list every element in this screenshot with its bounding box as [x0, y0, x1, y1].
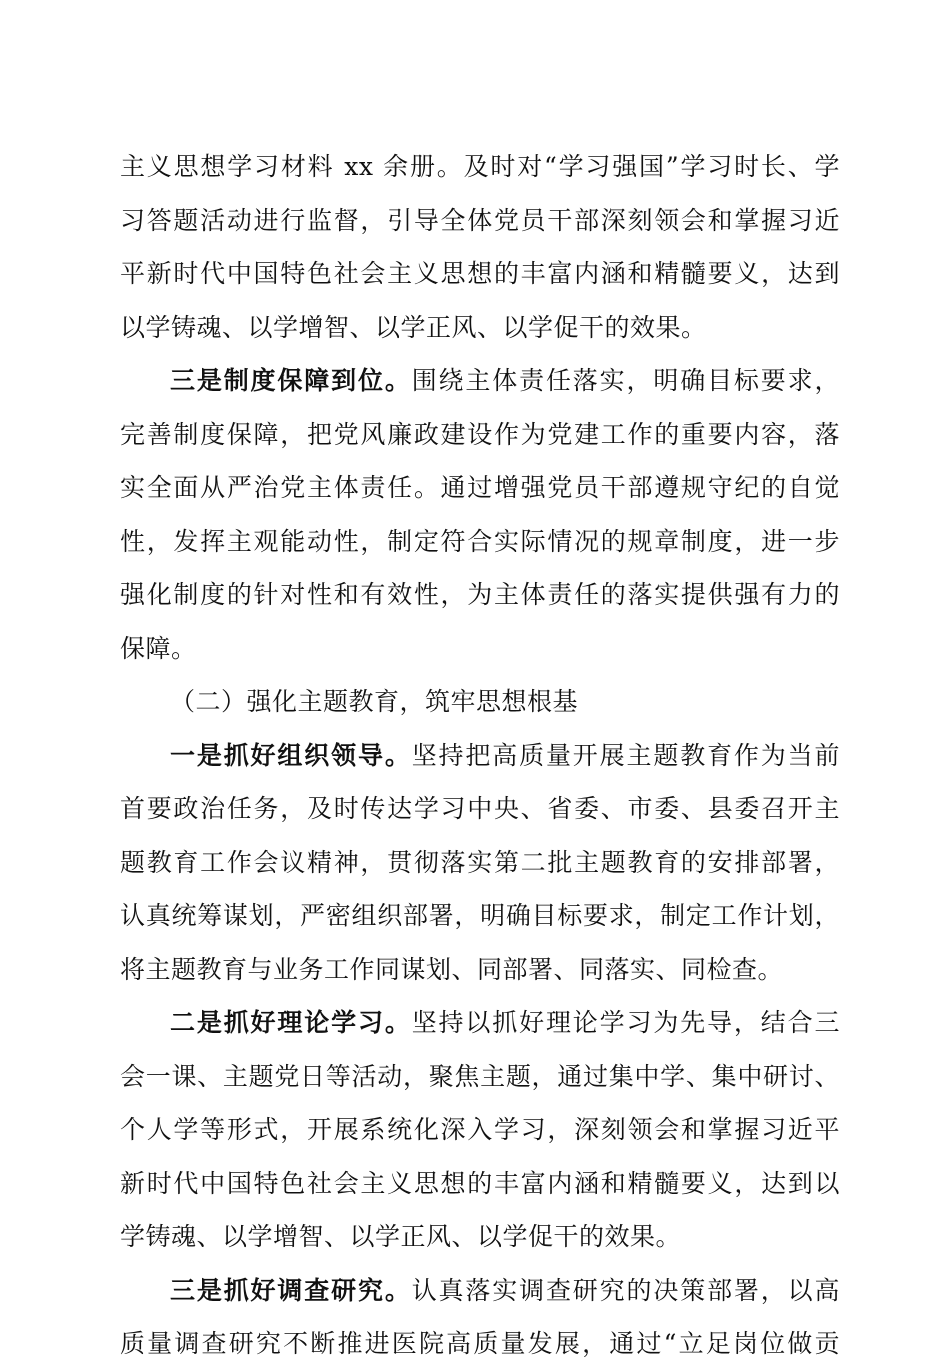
paragraph-study-materials [120, 140, 840, 354]
paragraph-text: 认真落实调查研究的决策部署，以高 [411, 1275, 840, 1305]
text-line: 个人学等形式，开展系统化深入学习，深刻领会和掌握习近平 [120, 1115, 840, 1144]
paragraph-institutional-guarantee [120, 354, 840, 675]
text-line [120, 996, 840, 1050]
text-line: 主义思想学习材料 xx 余册。及时对“学习强国”学习时长、学 [120, 152, 840, 181]
text-line: 平新时代中国特色社会主义思想的丰富内涵和精髓要义，达到 [120, 259, 840, 288]
paragraph-organizational-leadership [120, 729, 840, 997]
text-line [120, 729, 840, 783]
paragraph-lead: 一是抓好组织领导。 [170, 740, 412, 770]
paragraph-text: 坚持以抓好理论学习为先导，结合三 [411, 1008, 840, 1037]
text-line: 新时代中国特色社会主义思想的丰富内涵和精髓要义，达到以 [120, 1168, 840, 1198]
text-line: 完善制度保障，把党风廉政建设作为党建工作的重要内容，落 [120, 419, 840, 449]
text-line: 习答题活动进行监督，引导全体党员干部深刻领会和掌握习近 [120, 205, 840, 235]
text-line: 以学铸魂、以学增智、以学正风、以学促干的效果。 [120, 312, 707, 342]
text-line: 学铸魂、以学增智、以学正风、以学促干的效果。 [120, 1222, 682, 1251]
text-line [120, 354, 840, 408]
paragraph-investigation-research [120, 1264, 840, 1371]
paragraph-text: 坚持把高质量开展主题教育作为当前 [411, 740, 840, 770]
text-line: 实全面从严治党主体责任。通过增强党员干部遵规守纪的自觉 [120, 473, 840, 502]
paragraph-lead: 三是抓好调查研究。 [170, 1275, 412, 1305]
section-heading: （二）强化主题教育，筑牢思想根基 [170, 687, 579, 716]
text-line: 将主题教育与业务工作同谋划、同部署、同落实、同检查。 [120, 954, 784, 984]
document-page [120, 140, 840, 1371]
text-line [120, 1264, 840, 1318]
text-line: 质量调查研究不断推进医院高质量发展，通过“立足岗位做贡 [120, 1329, 840, 1358]
paragraph-text: 围绕主体责任落实，明确目标要求， [411, 366, 840, 395]
text-line: 保障。 [120, 633, 197, 663]
text-line: 认真统筹谋划，严密组织部署，明确目标要求，制定工作计划， [120, 901, 840, 930]
text-line: 强化制度的针对性和有效性，为主体责任的落实提供强有力的 [120, 580, 840, 609]
paragraph-lead: 二是抓好理论学习。 [170, 1008, 412, 1037]
text-line: 会一课、主题党日等活动，聚焦主题，通过集中学、集中研讨、 [120, 1061, 840, 1091]
paragraph-theory-study [120, 996, 840, 1264]
text-line: 性，发挥主观能动性，制定符合实际情况的规章制度，进一步 [120, 526, 840, 556]
text-line: 题教育工作会议精神，贯彻落实第二批主题教育的安排部署， [120, 847, 840, 877]
text-line: 首要政治任务，及时传达学习中央、省委、市委、县委召开主 [120, 794, 840, 823]
paragraph-lead: 三是制度保障到位。 [170, 366, 412, 395]
